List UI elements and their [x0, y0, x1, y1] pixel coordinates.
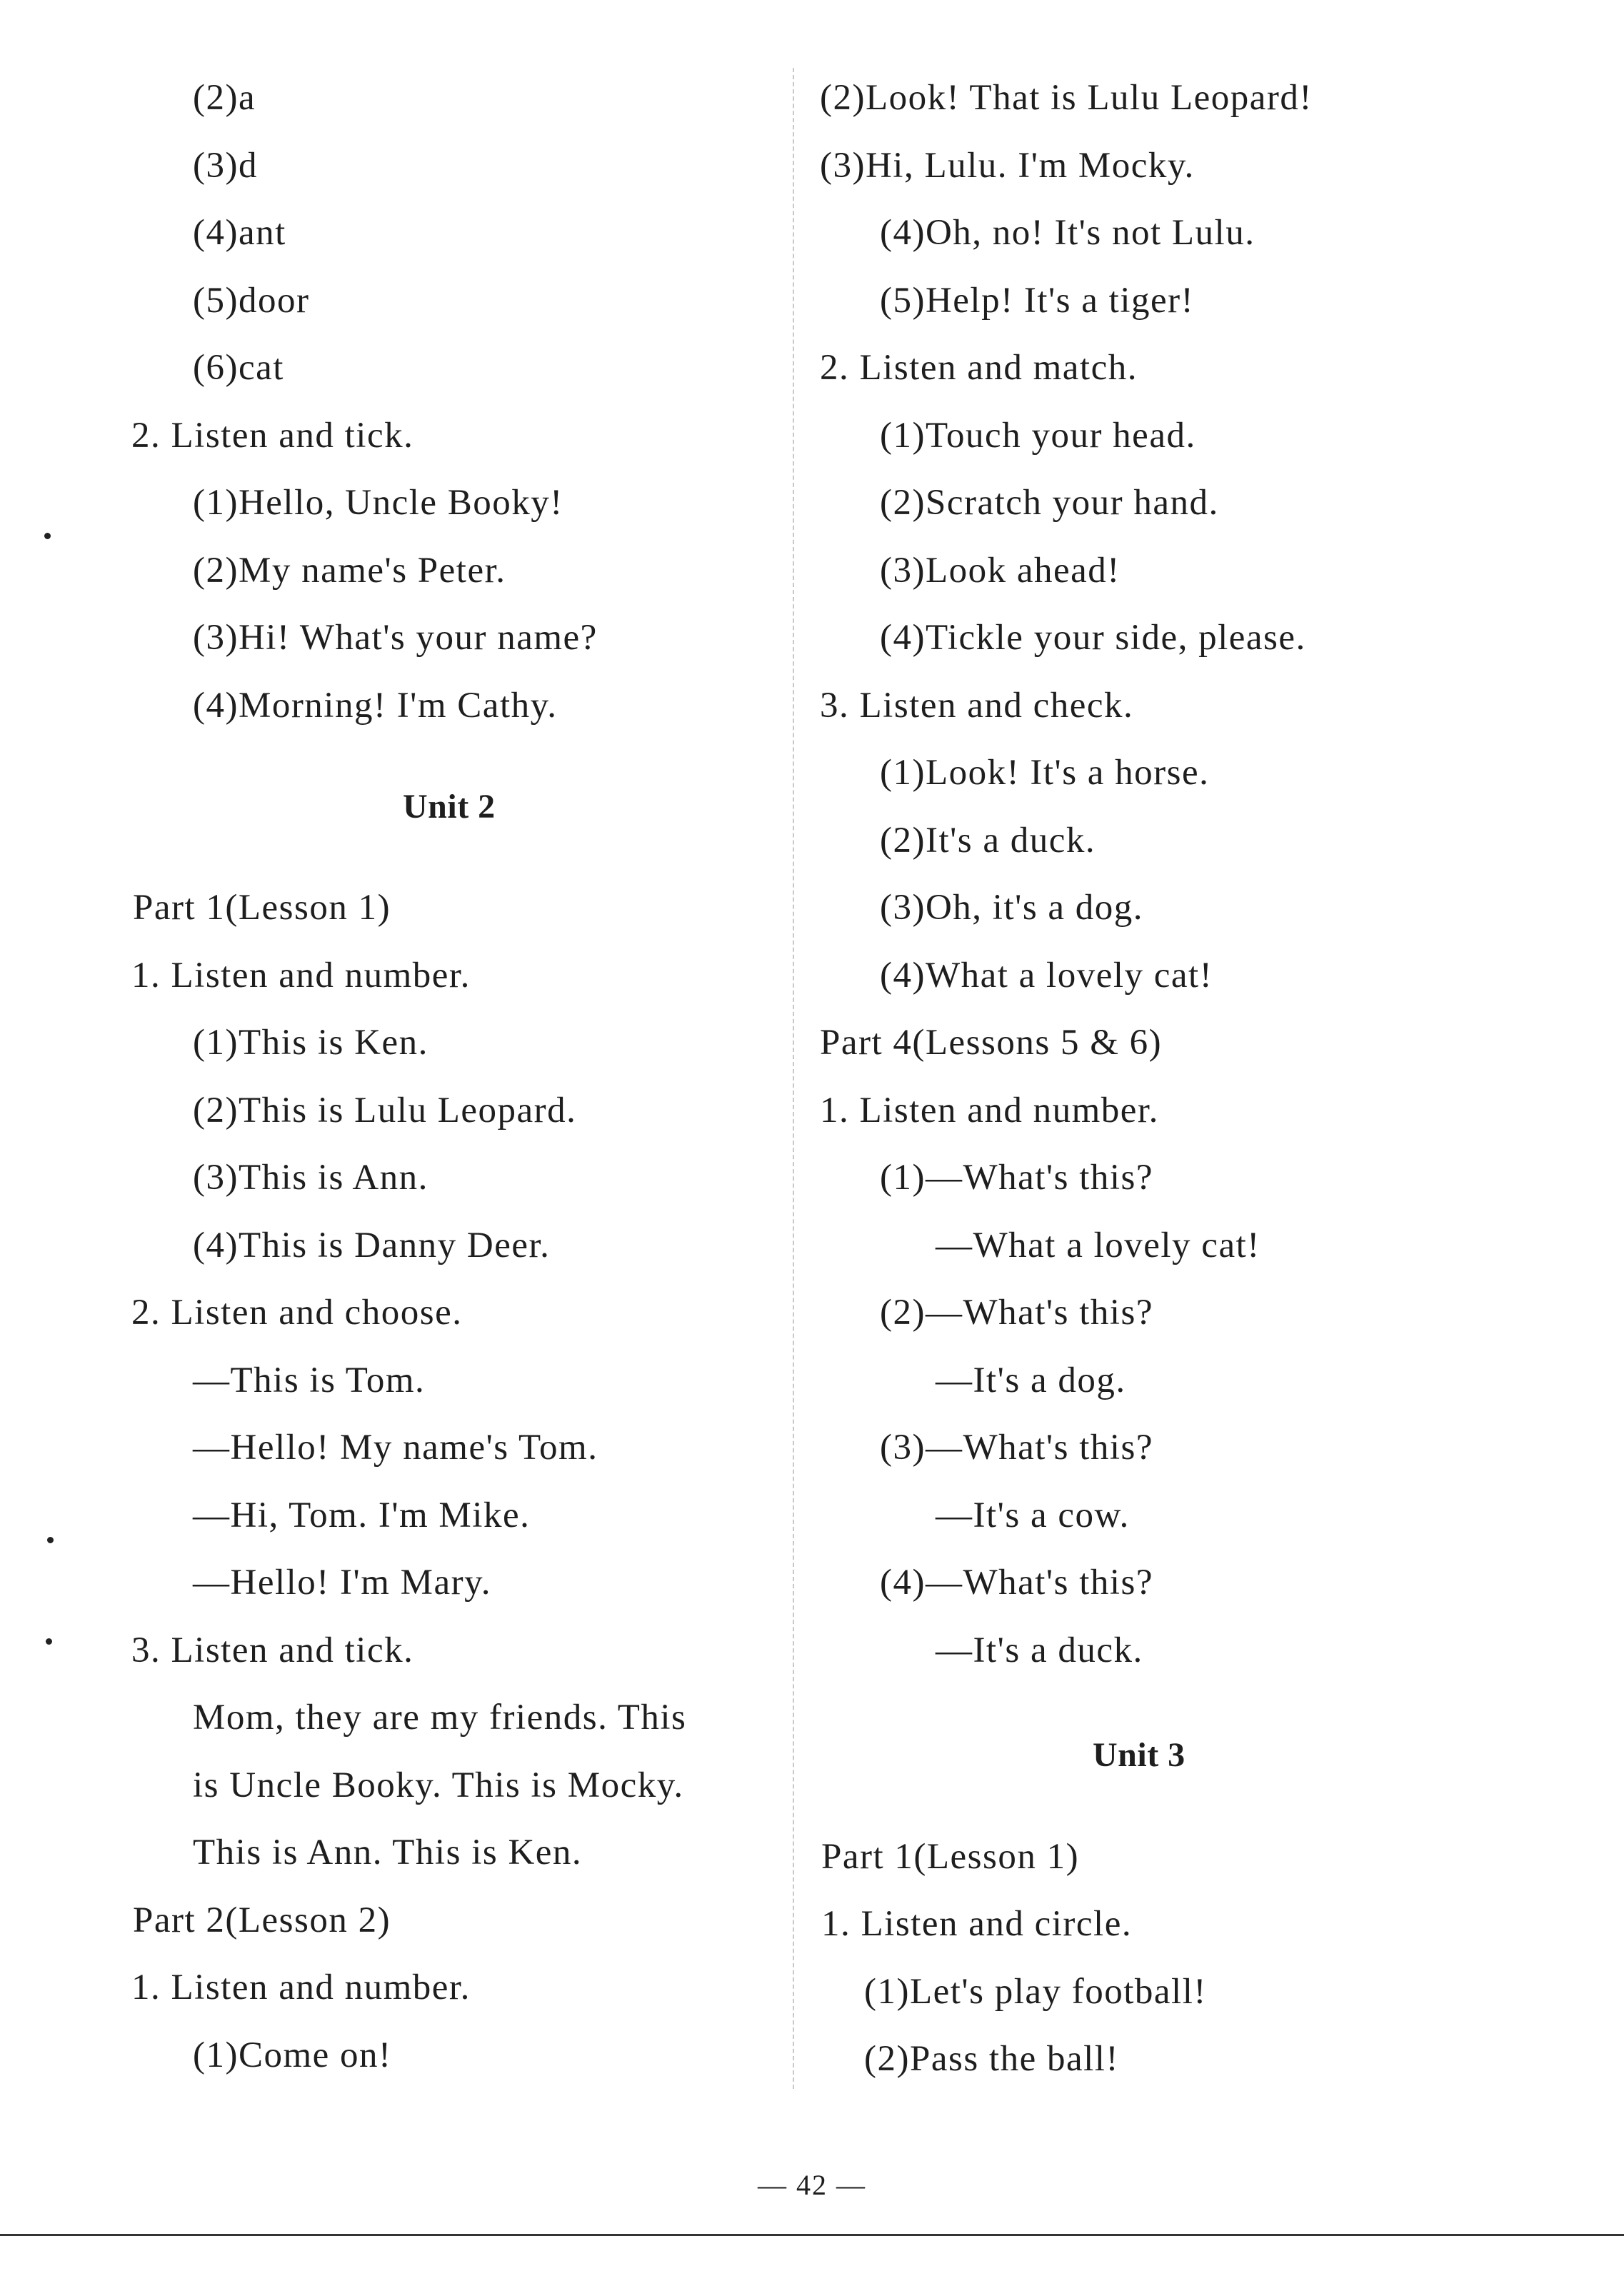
- list-item: (1)Let's play football!: [864, 1972, 1207, 2012]
- list-item: (4)What a lovely cat!: [880, 956, 1213, 996]
- unit-title: Unit 3: [1093, 1736, 1186, 1774]
- dialogue-question: (4)—What's this?: [880, 1563, 1154, 1603]
- dialogue-line: —This is Tom.: [193, 1360, 426, 1400]
- list-item: (2)Scratch your hand.: [880, 483, 1219, 523]
- exercise-heading: 2. Listen and tick.: [131, 416, 414, 456]
- dialogue-question: (2)—What's this?: [880, 1293, 1154, 1333]
- list-item: (1)Touch your head.: [880, 416, 1196, 456]
- exercise-heading: 1. Listen and number.: [820, 1091, 1159, 1131]
- list-item: (1)This is Ken.: [193, 1023, 428, 1063]
- list-item: (4)ant: [193, 213, 286, 253]
- paragraph-line: This is Ann. This is Ken.: [193, 1833, 583, 1873]
- dialogue-answer: —It's a cow.: [936, 1495, 1130, 1535]
- list-item: (6)cat: [193, 348, 284, 388]
- list-item: (1)Come on!: [193, 2035, 392, 2075]
- part-title: Part 1(Lesson 1): [821, 1837, 1080, 1877]
- dialogue-line: —Hello! I'm Mary.: [193, 1563, 492, 1603]
- part-title: Part 1(Lesson 1): [133, 888, 391, 928]
- exercise-heading: 1. Listen and number.: [131, 1967, 471, 2007]
- part-title: Part 2(Lesson 2): [133, 1900, 391, 1940]
- list-item: (5)door: [193, 281, 310, 321]
- list-item: (3)Oh, it's a dog.: [880, 888, 1144, 928]
- list-item: (3)Hi, Lulu. I'm Mocky.: [820, 146, 1195, 186]
- list-item: (2)Pass the ball!: [864, 2039, 1119, 2079]
- list-item: (3)Look ahead!: [880, 551, 1121, 591]
- part-title: Part 4(Lessons 5 & 6): [820, 1023, 1163, 1063]
- dialogue-line: —Hi, Tom. I'm Mike.: [193, 1495, 531, 1535]
- list-item: (4)This is Danny Deer.: [193, 1225, 551, 1265]
- dialogue-answer: —What a lovely cat!: [936, 1225, 1260, 1265]
- list-item: (3)This is Ann.: [193, 1158, 428, 1198]
- scan-speck: [47, 1537, 54, 1543]
- list-item: (2)My name's Peter.: [193, 551, 506, 591]
- list-item: (2)a: [193, 78, 256, 118]
- list-item: (4)Tickle your side, please.: [880, 618, 1306, 658]
- list-item: (2)Look! That is Lulu Leopard!: [820, 78, 1313, 118]
- list-item: (3)Hi! What's your name?: [193, 618, 598, 658]
- list-item: (2)This is Lulu Leopard.: [193, 1091, 577, 1131]
- exercise-heading: 1. Listen and circle.: [821, 1904, 1133, 1944]
- scan-speck: [46, 1638, 52, 1645]
- dialogue-line: —Hello! My name's Tom.: [193, 1428, 598, 1468]
- list-item: (3)d: [193, 146, 258, 186]
- list-item: (1)Hello, Uncle Booky!: [193, 483, 563, 523]
- unit-title: Unit 2: [403, 788, 496, 826]
- paragraph-line: is Uncle Booky. This is Mocky.: [193, 1765, 684, 1805]
- paragraph-line: Mom, they are my friends. This: [193, 1698, 687, 1738]
- dialogue-question: (1)—What's this?: [880, 1158, 1154, 1198]
- scan-speck: [44, 533, 51, 539]
- exercise-heading: 2. Listen and choose.: [131, 1293, 463, 1333]
- column-divider: [793, 68, 794, 2089]
- list-item: (5)Help! It's a tiger!: [880, 281, 1195, 321]
- exercise-heading: 2. Listen and match.: [820, 348, 1138, 388]
- dialogue-answer: —It's a dog.: [936, 1360, 1126, 1400]
- page-number: — 42 —: [758, 2169, 866, 2201]
- exercise-heading: 3. Listen and check.: [820, 686, 1134, 726]
- exercise-heading: 1. Listen and number.: [131, 956, 471, 996]
- list-item: (4)Morning! I'm Cathy.: [193, 686, 558, 726]
- dialogue-question: (3)—What's this?: [880, 1428, 1154, 1468]
- list-item: (1)Look! It's a horse.: [880, 753, 1210, 793]
- list-item: (4)Oh, no! It's not Lulu.: [880, 213, 1255, 253]
- exercise-heading: 3. Listen and tick.: [131, 1630, 414, 1670]
- list-item: (2)It's a duck.: [880, 821, 1096, 861]
- dialogue-answer: —It's a duck.: [936, 1630, 1143, 1670]
- bottom-rule: [0, 2234, 1624, 2236]
